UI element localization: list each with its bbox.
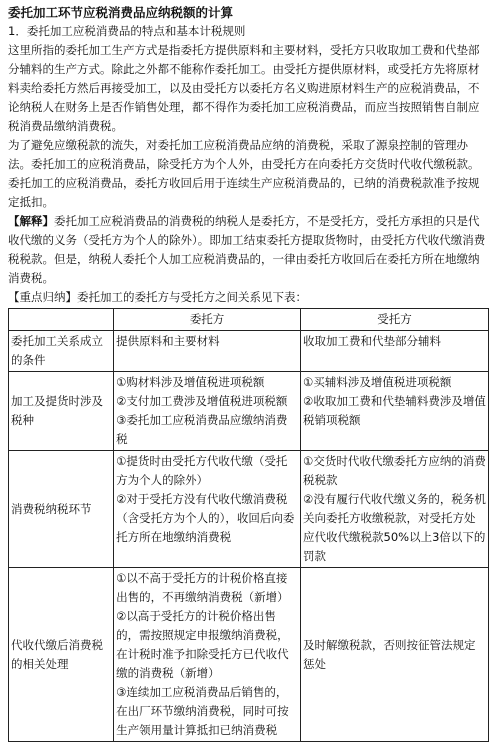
explanation-text: 委托加工应税消费品的消费税的纳税人是委托方，不是受托方，受托方承担的只是代收代缴的义务（受托方为个人的除外）。即加工结束委托方提取货物时，由受托方代收代缴消费税税款。但是，纳税人委托个人加工应税消费品的，一律由委托方收回后在委托方所在地缴纳消费税。 (8, 214, 486, 285)
principal-cell (114, 568, 301, 742)
cell-line: ③连续加工应税消费品后销售的，在出厂环节缴纳消费税，同时可按生产领用量计算抵扣已纳消费税 (116, 685, 289, 737)
cell-line: 收取加工费和代垫部分辅料 (303, 334, 442, 348)
cell-line: ②对于受托方没有代收代缴消费税（含受托方为个人的），收回后向委托方所在地缴纳消费税 (116, 492, 295, 544)
cell-line: ③委托加工应税消费品应缴纳消费税 (116, 413, 288, 446)
table-header-blank (9, 309, 114, 331)
section-heading: 1．委托加工应税消费品的特点和基本计税规则 (8, 24, 246, 38)
table-row (9, 568, 489, 742)
table-header-row (9, 309, 489, 331)
document-title: 委托加工环节应税消费品应纳税额的计算 (8, 5, 234, 20)
cell-line: ①交货时代收代缴委托方应纳的消费税税款 (303, 454, 486, 487)
paragraph-explanation (8, 212, 489, 288)
row-label: 加工及提货时涉及税种 (9, 372, 114, 451)
cell-line: ②没有履行代收代缴义务的，税务机关向委托方收缴税款，对受托方处应代收代缴税款50%以上3倍以下的罚款 (303, 492, 486, 563)
table-header-principal: 委托方 (114, 309, 301, 331)
cell-line: 及时解缴税款，否则按征管法规定惩处 (303, 637, 476, 671)
cell-line: ②支付加工费涉及增值税进项税额 (116, 394, 288, 408)
agent-cell (301, 372, 489, 451)
principal-cell (114, 331, 301, 372)
paragraph-source-control: 为了避免应缴税款的流失，对委托加工应税消费品应纳的消费税，采取了源泉控制的管理办法。委托加工的应税消费品，除受托方为个人外，由受托方在向委托方交货时代收代缴税款。委托加工的应税消费品，委托方收回后用于连续生产应税消费品的，已纳的消费税款准予按规定抵扣。 (8, 138, 480, 209)
principal-cell (114, 451, 301, 568)
table-header-agent: 受托方 (301, 309, 489, 331)
cell-line: ①买辅料涉及增值税进项税额 (303, 375, 452, 389)
principal-cell (114, 372, 301, 451)
cell-line: 提供原料和主要材料 (116, 334, 220, 348)
cell-line: ②收取加工费和代垫辅料费涉及增值税销项税额 (303, 394, 486, 427)
row-label: 委托加工关系成立的条件 (9, 331, 114, 372)
row-label: 代收代缴后消费税的相关处理 (9, 568, 114, 742)
table-row (9, 451, 489, 568)
cell-line: ①以不高于受托方的计税价格直接出售的，不再缴纳消费税（新增） (116, 571, 289, 604)
agent-cell (301, 451, 489, 568)
summary-tag: 【重点归纳】 (8, 290, 77, 304)
paragraph-summary (8, 288, 489, 307)
cell-line: ①购材料涉及增值税进项税额 (116, 375, 265, 389)
relationship-table (8, 308, 489, 742)
summary-text: 委托加工的委托方与受托方之间关系见下表： (77, 290, 307, 304)
paragraph-definition: 这里所指的委托加工生产方式是指委托方提供原料和主要材料，受托方只收取加工费和代垫部分辅料的生产方式。除此之外都不能称作委托加工。由受托方提供原材料，或受托方先将原材料卖给委托方然后再接受加工，以及由受托方以委托方名义购进原材料生产的应税消费品，不论纳税人在财务上是否作销售处理，都不得作为委托加工应税消费品，而应当按照销售自制应税消费品缴纳消费税。 (8, 43, 480, 133)
agent-cell (301, 331, 489, 372)
cell-line: ①提货时由受托方代收代缴（受托方为个人的除外） (116, 454, 288, 487)
agent-cell (301, 568, 489, 742)
table-row (9, 372, 489, 451)
row-label: 消费税纳税环节 (9, 451, 114, 568)
table-row (9, 331, 489, 372)
cell-line: ②以高于受托方的计税价格出售的，需按照规定申报缴纳消费税，在计税时准予扣除受托方已代收代缴的消费税（新增） (116, 609, 289, 680)
explanation-tag: 【解释】 (8, 214, 54, 228)
